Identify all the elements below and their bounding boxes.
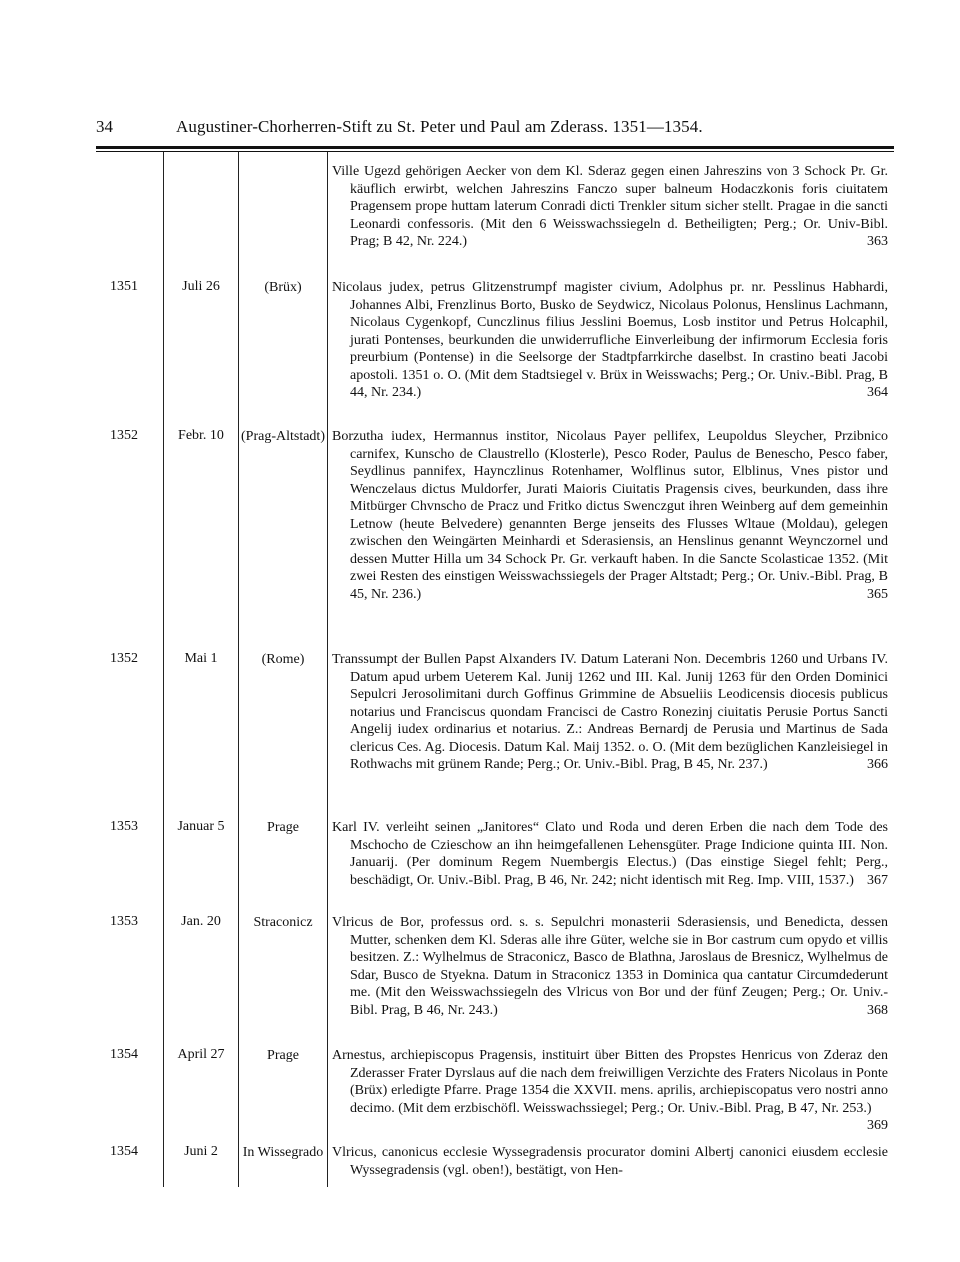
- column-divider-place-text: [327, 152, 328, 1187]
- entry-text-block: [332, 163, 888, 251]
- entry-text: Arnestus, archiepiscopus Pragensis, instituirt über Bitten des Propstes Henricus von Zderaz den Zderasser Frater Dyrslaus auf die nach dem freiwilligen Verzichte des Fraters Nicolaus in Ponte (Brüx) erledigte Pfarre. Prage 1354 die XXVII. mens. aprilis, archiepiscopatus vero nostri anno decimo. (Mit dem erzbischöfl. Weisswachssiegel; Perg.; Or. Univ.-Bibl. Prag, B 47, Nr. 253.): [332, 1048, 888, 1116]
- running-title: Augustiner-Chorherren-Stift zu St. Peter und Paul am Zderass. 1351—1354.: [176, 117, 703, 136]
- entry-text-block: [332, 651, 888, 774]
- column-divider-date-place: [238, 152, 239, 1187]
- entry-date: Jan. 20: [181, 914, 221, 929]
- entry-text-block: [332, 279, 888, 402]
- entry-text-block: [332, 819, 888, 889]
- entry-number: 368: [867, 1002, 888, 1018]
- entry-place: Prage: [267, 1048, 299, 1063]
- entry-date: Febr. 10: [178, 428, 224, 443]
- header-rule-thick: [96, 146, 894, 149]
- entry-text: Nicolaus judex, petrus Glitzenstrumpf magister civium, Adolphus pr. nr. Pesslinus Habhardi, Johannes Albi, Frenzlinus Borto, Busko de Seydwicz, Nicolaus Polonus, Henslinus Lachmann, Nicolaus Cygenkopf, Cunczlinus filius Jesslini Boemus, Losb institor und Petrus Holcaphil, jurati Pontenses, beurkunden die unwiderrufliche Einverleibung der infirmorum Ecclesia foris preurbium (Pontense) in die Seelsorge der Stadtpfarrkirche daselbst. In crastino beati Jacobi apostoli. 1351 o. O. (Mit dem Stadtsiegel v. Brüx in Weisswachs; Perg.; Or. Univ.-Bibl. Prag, B 44, Nr. 234.): [332, 280, 888, 400]
- entry-date: Juni 2: [184, 1144, 218, 1159]
- entry-year: 1352: [110, 428, 138, 443]
- entry-text: Vlricus, canonicus ecclesie Wyssegradensis procurator domini Albertj canonici eiusdem ecclesie Wyssegradensis (vgl. oben!), bestätigt, von Hen-: [332, 1145, 888, 1178]
- entry-number: 364: [867, 385, 888, 400]
- entry-place: Straconicz: [253, 915, 313, 930]
- entry-text-block: [332, 428, 888, 603]
- header-rule-thin: [96, 151, 894, 152]
- entry-text: Borzutha iudex, Hermannus institor, Nicolaus Payer pellifex, Leupoldus Sleycher, Przibnico carnifex, Kunscho de Claustrello (Klosterle), Pesco Roder, Paulus de Benescho, Pesco faber, Seydlinus pannifex, Haynczlinus Rotenhamer, Wolflinus sutor, Elblinus, Vnes pistor und Wenczelaus dictus Muldorfer, Jurati Maioris Ciuitatis Pragensis cives, beurkunden, dass ihre Mitbürger Chvnscho de Pracz und Fritko dictus Swenczgut ihren Weinberg auf dem gemeinhin Letnow (heute Belvedere) genannten Berge jenseits des Flusses Wltaue (Moldau), gelegen zwischen den Weingärten Meinhardi et Sderasiensis, an Henslinus genannt Weynczornel und dessen Mutter Hilla um 34 Schock Pr. Gr. verkauft haben. In die Sancte Scolasticae 1352. (Mit zwei Resten des einstigen Weisswachssiegels der Prager Altstadt; Perg.; Or. Univ.-Bibl. Prag, B 45, Nr. 236.): [332, 429, 888, 602]
- entry-date: Mai 1: [184, 651, 218, 666]
- entry-place: (Rome): [261, 652, 305, 667]
- entry-number: 365: [867, 586, 888, 602]
- entry-text-block: [332, 1047, 888, 1135]
- page-number: 34: [96, 117, 113, 136]
- page-header: [96, 117, 894, 139]
- entry-text: Karl IV. verleiht seinen „Janitores“ Clato und Roda und deren Erben die nach dem Tode des Mschocho de Czieschow an ihn heimgefallenen Lehensgüter. Prage Indicione quinta III. Non. Januarij. (Per dominum Regem Nuembergis Electus.) (Das einstige Siegel fehlt; Perg., beschädigt, Or. Univ.-Bibl. Prag, B 46, Nr. 242; nicht identisch mit Reg. Imp. VIII, 1537.): [332, 820, 888, 888]
- entry-number: 366: [867, 757, 888, 772]
- entry-text: Transsumpt der Bullen Papst Alxanders IV. Datum Laterani Non. Decembris 1260 und Urbans IV. Datum apud urbem Ueterem Kal. Junij 1262 und III. Kal. Junij 1263 für den Orden Dominici Sepulcri Jerosolimitani durch Goffinus Grimmine de Absueliis Leodicensis diocesis publicus notarius und Franciscus quondam Francisci de Castro Ronezinj ciuitatis Perusie Portus Sancti Angelij iudex ordinarius et notarius. Z.: Andreas Bernardj de Perusia und Martinus de Sada clericus Ces. Ag. Diocesis. Datum Kal. Maij 1352. o. O. (Mit dem bezüglichen Kanzleisiegel in Rothwachs mit grünem Rande; Perg.; Or. Univ.-Bibl. Prag, B 45, Nr. 237.): [332, 652, 888, 772]
- entry-number: 363: [867, 234, 888, 249]
- entry-year: 1353: [110, 819, 138, 834]
- entry-year: 1354: [110, 1144, 138, 1159]
- entry-year: 1352: [110, 651, 138, 666]
- entry-place: Prage: [267, 820, 299, 835]
- entry-text-block: [332, 914, 888, 1019]
- entry-text: Ville Ugezd gehörigen Aecker von dem Kl. Sderaz gegen einen Jahreszins von 3 Schock Pr. Gr. käuflich erwirbt, welchen Jahreszins Fanczo super balneum Hodaczkonis foris ciuitatem Pragensem prope huttam laterum Conradi dicti Trenkler situm sicher stellt. Pragae in die sancti Leonardi confessoris. (Mit den 6 Weisswachssiegeln d. Betheiligten; Perg.; Or. Univ-Bibl. Prag; B 42, Nr. 224.): [332, 164, 888, 249]
- entry-year: 1353: [110, 914, 138, 929]
- entry-date: Juli 26: [182, 279, 220, 294]
- entry-place: In Wissegrado: [242, 1145, 324, 1160]
- entry-date: Januar 5: [177, 819, 225, 834]
- entry-year: 1354: [110, 1047, 138, 1062]
- entry-number: 367: [867, 872, 888, 888]
- column-divider-year-date: [163, 152, 164, 1187]
- entry-place: (Brüx): [264, 280, 302, 295]
- entry-text-block: [332, 1144, 888, 1179]
- entry-place: (Prag-Altstadt): [241, 429, 325, 444]
- entry-date: April 27: [177, 1047, 225, 1062]
- entry-text: Vlricus de Bor, professus ord. s. s. Sepulchri monasterii Sderasiensis, und Benedicta, dessen Mutter, schenken dem Kl. Sderas alle ihre Güter, welche sie in Bor castrum cum opydo et villis besitzen. Z.: Wylhelmus de Straconicz, Basco de Blathna, Jaroslaus de Bresnicz, Wylhelmus de Sdar, Busco de Styekna. Datum in Straconicz 1353 in Dominica qua cantatur Circumdederunt me. (Mit den Weisswachssiegeln des Vlricus von Bor und der fünf Zeugen; Perg.; Or. Univ.-Bibl. Prag, B 46, Nr. 243.): [332, 915, 888, 1018]
- entry-number: 369: [867, 1118, 888, 1133]
- entry-year: 1351: [110, 279, 138, 294]
